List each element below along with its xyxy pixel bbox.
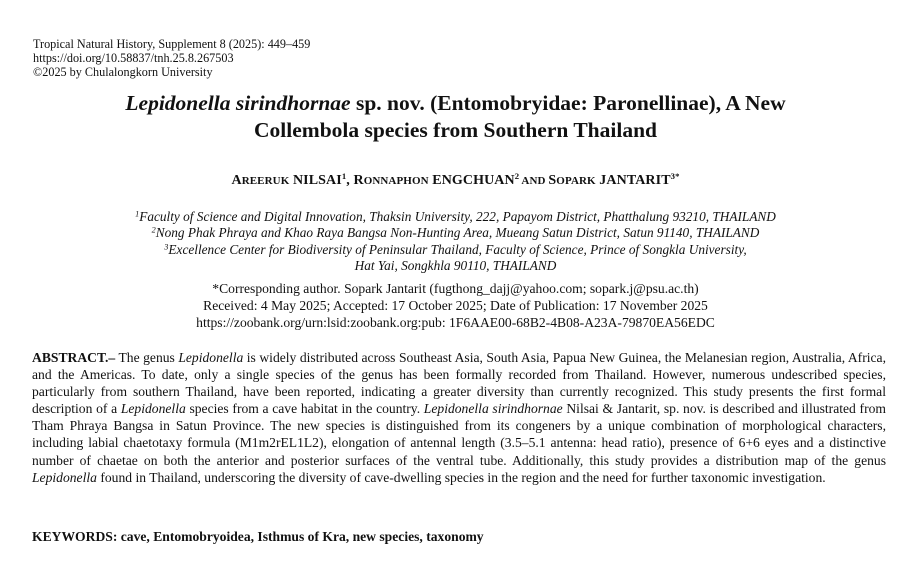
title-line1: sp. nov. (Entomobryidae: Paronellinae), A New (350, 91, 786, 115)
journal-header (33, 37, 310, 79)
copyright: ©2025 by Chulalongkorn University (33, 65, 213, 79)
author: SOPARK $JANTARIT^{3*}$ (548, 171, 680, 188)
title-line2: Collembola species from Southern Thailand (254, 118, 657, 142)
author-list (0, 172, 911, 190)
zoobank-link[interactable]: https://zoobank.org/urn:lsid:zoobank.org:pub: 1F6AAE00-68B2-4B08-A23A-79870EA56EDC (196, 315, 715, 330)
keywords: KEYWORDS: cave, Entomobryoidea, Isthmus of Kra, new species, taxonomy (32, 529, 484, 544)
affiliations (0, 209, 911, 274)
title-species: Lepidonella sirindhornae (125, 91, 351, 115)
author-separator: AND (519, 175, 549, 187)
affiliation: $^1$Faculty of Science and Digital Innovation, Thaksin University, 222, Papayom District, Phatthalung 93210, THAILAND (135, 209, 776, 224)
affiliation-continued: Hat Yai, Songkhla 90110, THAILAND (354, 257, 557, 273)
affiliation: $^2$Nong Phak Phraya and Khao Raya Bangsa Non-Hunting Area, Mueang Satun District, Satun 91140, THAILAND (151, 225, 760, 241)
journal-citation: Tropical Natural History, Supplement 8 (2025): 449–459 (33, 37, 311, 51)
paper-title (0, 90, 911, 144)
author: AREERUK NILSAI$^1$ (231, 171, 347, 188)
author-separator: , (346, 173, 354, 188)
correspondence-block (0, 280, 911, 331)
publication-dates: Received: 4 May 2025; Accepted: 17 October 2025; Date of Publication: 17 November 2025 (203, 298, 708, 313)
doi-link[interactable]: https://doi.org/10.58837/tnh.25.8.267503 (33, 51, 234, 65)
abstract-label: ABSTRACT.– (32, 350, 116, 365)
corresponding-author: *Corresponding author. Sopark Jantarit (fugthong_dajj@yahoo.com; sopark.j@psu.ac.th) (212, 281, 699, 296)
author: RONNAPHON ENGCHUAN$^2$ (353, 171, 520, 188)
abstract: ABSTRACT.– The genus Lepidonella is widely distributed across Southeast Asia, South Asia, Papua New Guinea, the Melanesian region, Australia, Africa, and the Americas. To date, only a single species of the genus has been formally recorded from Thailand. However, numerous undescribed species, particularly from southern Thailand, have been reported, indicating a greater diversity than currently recognized. This study presents the first formal description of a Lepidonella species from a cave habitat in the country. Lepidonella sirindhornae Nilsai & Jantarit, sp. nov. is described and illustrated from Tham Phraya Bangsa in Satun Province. The new species is distinguished from its congeners by a unique combination of morphological characters, including labial chaetotaxy formula (M1m2rEL1L2), elongation of antennal length (3.5–5.1 antenna: head ratio), presence of 6+6 eyes and a distinctive number of chaetae on both the anterior and posterior surfaces of the ventral tube. Additionally, this study provides a distribution map of the genus Lepidonella found in Thailand, underscoring the diversity of cave-dwelling species in the region and the need for further taxonomic investigation. (32, 350, 886, 485)
affiliation: $^3$Excellence Center for Biodiversity of Peninsular Thailand, Faculty of Science, Prince of Songkla University, (164, 241, 747, 257)
